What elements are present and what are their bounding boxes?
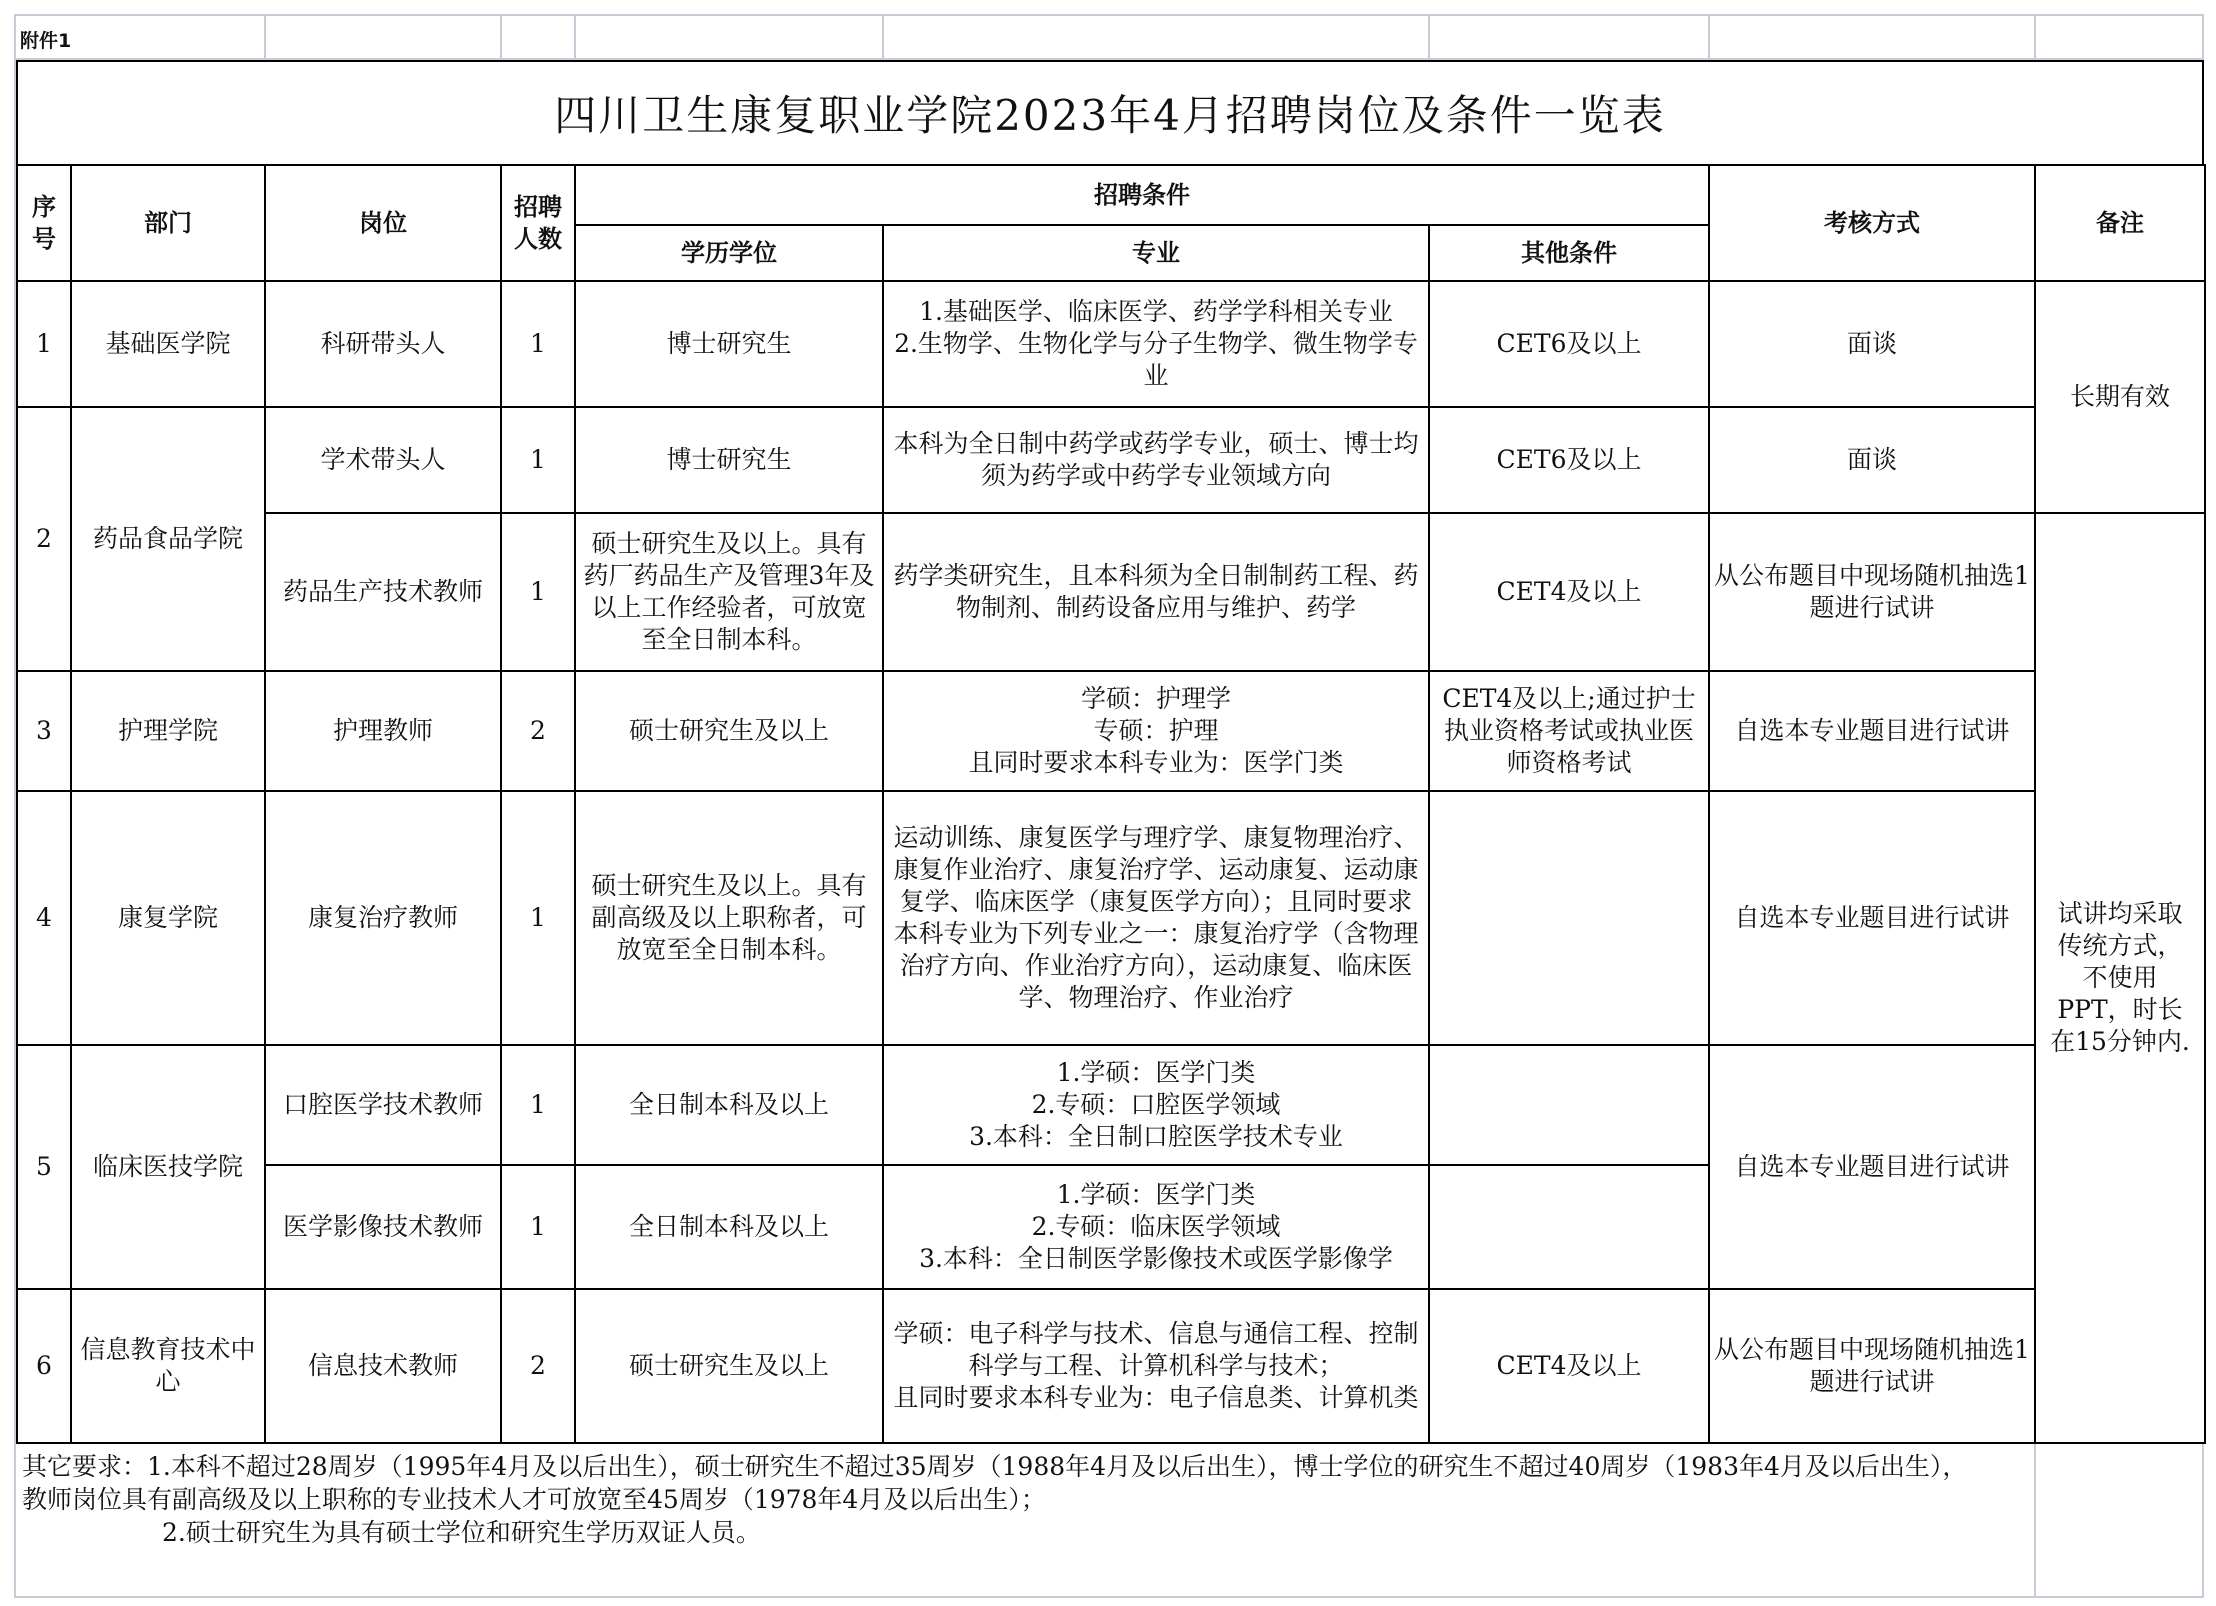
header-other: 其他条件 (1429, 225, 1709, 281)
footnote-line-1: 其它要求：1.本科不超过28周岁（1995年4月及以后出生），硕士研究生不超过35周岁（1988年4月及以后出生），博士学位的研究生不超过40周岁（1983年4月及以后出生），教师岗位具有副高级及以上职称的专业技术人才可放宽至45周岁（1978年4月及以后出生）； (22, 1452, 1968, 1514)
row-exam: 自选本专业题目进行试讲 (1709, 791, 2035, 1045)
row-post: 信息技术教师 (265, 1289, 501, 1443)
row-count: 1 (501, 791, 575, 1045)
major-line: 学硕：护理学 (1080, 684, 1231, 713)
row-dept: 信息教育技术中心 (71, 1289, 265, 1443)
header-count: 招聘人数 (501, 165, 575, 281)
attachment-label: 附件1 (20, 30, 72, 52)
major-line: 2.专硕：口腔医学领域 (1031, 1090, 1281, 1119)
row-other: CET4及以上 (1429, 1289, 1709, 1443)
table-row (17, 281, 2205, 407)
page-title: 四川卫生康复职业学院2023年4月招聘岗位及条件一览表 (16, 60, 2204, 164)
row-post: 康复治疗教师 (265, 791, 501, 1045)
row-no: 1 (17, 281, 71, 407)
table-row (17, 791, 2205, 1045)
row-degree: 硕士研究生及以上 (575, 671, 883, 791)
major-line: 1.基础医学、临床医学、药学学科相关专业 (919, 297, 1393, 326)
row-count: 1 (501, 1165, 575, 1289)
row-post: 医学影像技术教师 (265, 1165, 501, 1289)
row-degree: 硕士研究生及以上 (575, 1289, 883, 1443)
row-other: CET4及以上;通过护士执业资格考试或执业医师资格考试 (1429, 671, 1709, 791)
row-degree: 硕士研究生及以上。具有药厂药品生产及管理3年及以上工作经验者，可放宽至全日制本科。 (575, 513, 883, 671)
row-no: 3 (17, 671, 71, 791)
row-count: 1 (501, 407, 575, 513)
row-count: 1 (501, 513, 575, 671)
remark-trial: 试讲均采取传统方式，不使用PPT，时长在15分钟内. (2035, 513, 2205, 1443)
row-post: 药品生产技术教师 (265, 513, 501, 671)
row-no: 5 (17, 1045, 71, 1289)
table-row (17, 1289, 2205, 1443)
row-major (883, 281, 1429, 407)
recruitment-table (16, 164, 2206, 1444)
table-row (17, 671, 2205, 791)
row-other (1429, 1165, 1709, 1289)
row-degree: 博士研究生 (575, 407, 883, 513)
footnotes (22, 1450, 1982, 1549)
row-no: 6 (17, 1289, 71, 1443)
major-line: 3.本科：全日制口腔医学技术专业 (969, 1122, 1343, 1151)
row-dept: 康复学院 (71, 791, 265, 1045)
row-post: 口腔医学技术教师 (265, 1045, 501, 1165)
row-dept: 临床医技学院 (71, 1045, 265, 1289)
row-other: CET4及以上 (1429, 513, 1709, 671)
major-line: 2.生物学、生物化学与分子生物学、微生物学专业 (894, 329, 1418, 390)
major-line: 专硕：护理 (1093, 716, 1219, 745)
row-other: CET6及以上 (1429, 281, 1709, 407)
header-no: 序号 (17, 165, 71, 281)
row-major (883, 1289, 1429, 1443)
row-degree: 全日制本科及以上 (575, 1045, 883, 1165)
row-count: 1 (501, 1045, 575, 1165)
header-remark: 备注 (2035, 165, 2205, 281)
row-count: 1 (501, 281, 575, 407)
row-post: 学术带头人 (265, 407, 501, 513)
header-conditions: 招聘条件 (575, 165, 1709, 225)
major-line: 1.学硕：医学门类 (1056, 1058, 1256, 1087)
row-post: 护理教师 (265, 671, 501, 791)
remark-long-term: 长期有效 (2035, 281, 2205, 513)
row-no: 2 (17, 407, 71, 671)
table-row (17, 1045, 2205, 1165)
row-exam: 面谈 (1709, 281, 2035, 407)
major-line: 且同时要求本科专业为：电子信息类、计算机类 (893, 1383, 1419, 1412)
row-major (883, 671, 1429, 791)
row-dept: 药品食品学院 (71, 407, 265, 671)
major-line: 1.学硕：医学门类 (1056, 1180, 1256, 1209)
row-dept: 基础医学院 (71, 281, 265, 407)
row-major (883, 1045, 1429, 1165)
row-exam: 从公布题目中现场随机抽选1题进行试讲 (1709, 513, 2035, 671)
row-count: 2 (501, 671, 575, 791)
row-major (883, 1165, 1429, 1289)
row-degree: 全日制本科及以上 (575, 1165, 883, 1289)
row-other: CET6及以上 (1429, 407, 1709, 513)
row-count: 2 (501, 1289, 575, 1443)
header-dept: 部门 (71, 165, 265, 281)
row-exam: 自选本专业题目进行试讲 (1709, 671, 2035, 791)
row-exam: 自选本专业题目进行试讲 (1709, 1045, 2035, 1289)
major-line: 3.本科：全日制医学影像技术或医学影像学 (919, 1244, 1393, 1273)
header-row (17, 165, 2205, 225)
header-degree: 学历学位 (575, 225, 883, 281)
footnote-line-2: 2.硕士研究生为具有硕士学位和研究生学历双证人员。 (162, 1518, 761, 1547)
row-exam: 面谈 (1709, 407, 2035, 513)
table-row (17, 407, 2205, 513)
row-degree: 博士研究生 (575, 281, 883, 407)
major-line: 且同时要求本科专业为：医学门类 (968, 748, 1344, 777)
header-post: 岗位 (265, 165, 501, 281)
row-major: 运动训练、康复医学与理疗学、康复物理治疗、康复作业治疗、康复治疗学、运动康复、运动康复学、临床医学（康复医学方向）；且同时要求本科专业为下列专业之一：康复治疗学（含物理治疗方向、作业治疗方向），运动康复、临床医学、物理治疗、作业治疗 (883, 791, 1429, 1045)
table-row (17, 513, 2205, 671)
major-line: 学硕：电子科学与技术、信息与通信工程、控制科学与工程、计算机科学与技术； (893, 1319, 1419, 1380)
row-degree: 硕士研究生及以上。具有副高级及以上职称者，可放宽至全日制本科。 (575, 791, 883, 1045)
row-other (1429, 791, 1709, 1045)
row-major: 本科为全日制中药学或药学专业，硕士、博士均须为药学或中药学专业领域方向 (883, 407, 1429, 513)
header-exam: 考核方式 (1709, 165, 2035, 281)
row-no: 4 (17, 791, 71, 1045)
row-dept: 护理学院 (71, 671, 265, 791)
row-other (1429, 1045, 1709, 1165)
header-major: 专业 (883, 225, 1429, 281)
row-major: 药学类研究生，且本科须为全日制制药工程、药物制剂、制药设备应用与维护、药学 (883, 513, 1429, 671)
row-post: 科研带头人 (265, 281, 501, 407)
major-line: 2.专硕：临床医学领域 (1031, 1212, 1281, 1241)
row-exam: 从公布题目中现场随机抽选1题进行试讲 (1709, 1289, 2035, 1443)
